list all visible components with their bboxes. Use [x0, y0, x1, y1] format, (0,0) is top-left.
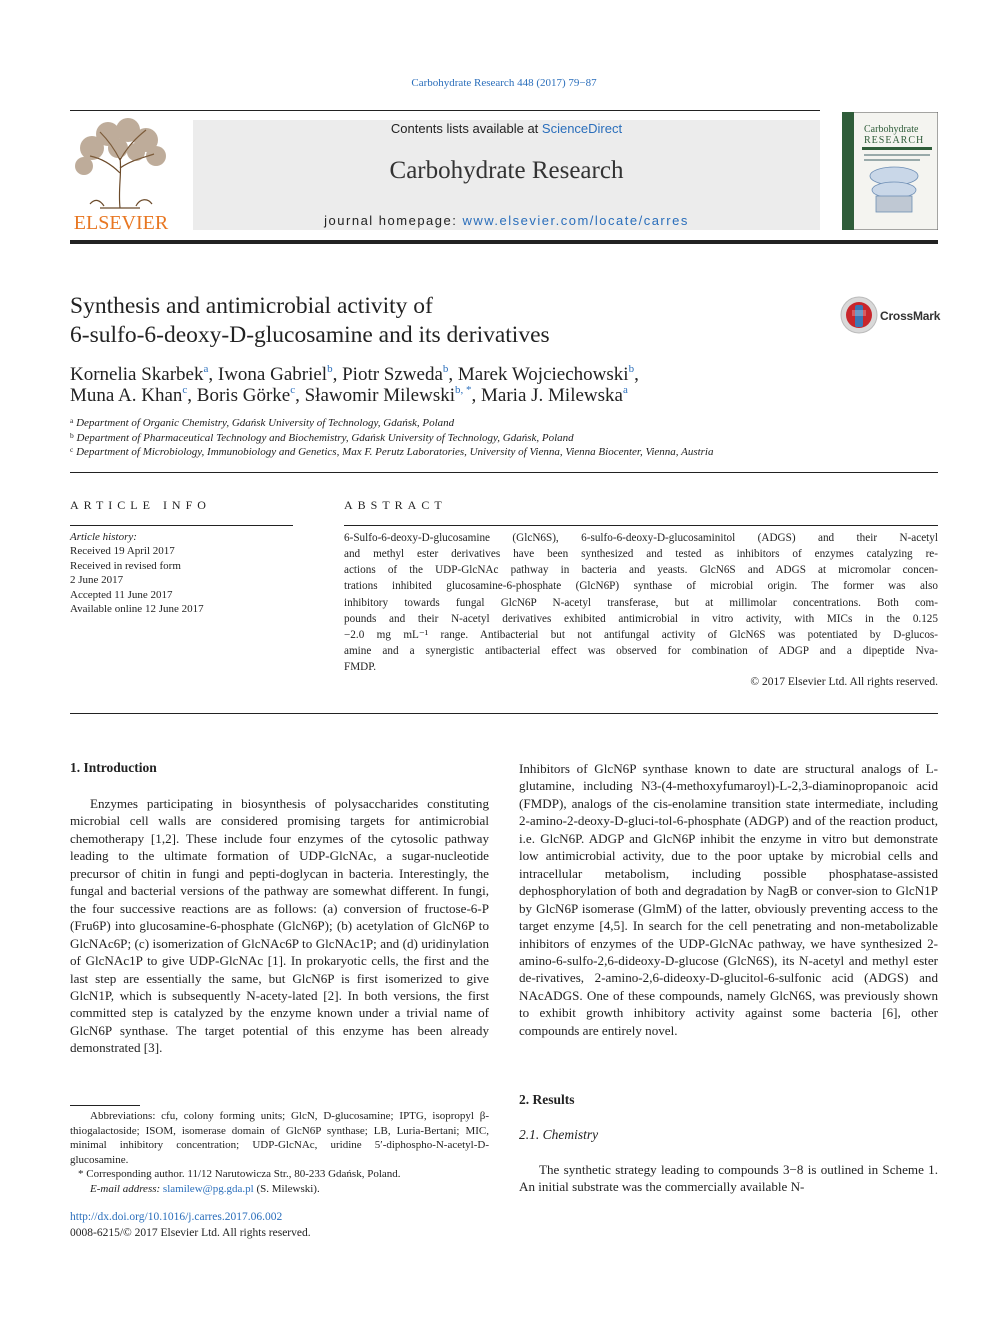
chemistry-heading: 2.1. Chemistry	[519, 1127, 599, 1142]
journal-citation[interactable]: Carbohydrate Research 448 (2017) 79−87	[411, 77, 597, 89]
journal-title: Carbohydrate Research	[389, 157, 624, 184]
author-affiliation-marker[interactable]: b, *	[455, 384, 472, 396]
author-name: Marek Wojciechowski	[457, 364, 629, 385]
author-separator: ,	[187, 385, 197, 406]
history-line: 2 June 2017	[70, 574, 124, 587]
abstract-line: trations inhibited glucosamine-6-phosphate (GlcN6P) synthase of microbial origin. The former was also	[344, 580, 938, 593]
results-heading: 2. Results	[519, 1092, 575, 1107]
crossmark-label[interactable]: CrossMark	[880, 309, 941, 323]
affiliation-text: Department of Organic Chemistry, Gdańsk University of Technology, Gdańsk, Poland	[76, 417, 455, 429]
author-separator: ,	[332, 364, 343, 385]
author-list	[70, 364, 930, 406]
introduction-paragraph: Enzymes participating in biosynthesis of polysaccharides constituting microbial cell walls are considered promising targets for antimicrobial chemotherapy [1,2]. These include four enzymes of the cytosolic pathway leading to the ultimate formation of UDP-GlcNAc, a sugar-nucleotide precursor of chitin in fungi and pepti-doglycan in bacteria. Interestingly, the fungal and bacterial versions of the pathway are somewhat different. In fungi, the four successive reactions are as follows: (a) conversion of fructose-6-P (Fru6P) into glucosamine-6-phosphate (GlcN6P); (b) acetylation of GlcN6P to GlcNAc6P; (c) isomerization of GlcNAc6P to GlcNAc1P; and (d) uridinylation of GlcNAc1P to give UDP-GlcNAc [1]. In prokaryotic cells, the first and the last step are essentially the same, but GlcN6P is first isomerized to give GlcN1P, which is subsequently N-acety-lated [2]. In both versions, the first committed step is catalyzed by the enzyme known under a trivial name of GlcN6P synthase. The target potential of this enzyme has been already demonstrated [3].	[70, 796, 489, 1056]
history-line: Received 19 April 2017	[70, 545, 175, 558]
inhibitors-paragraph: Inhibitors of GlcN6P synthase known to date are structural analogs of L-glutamine, including N3-(4-methoxyfumaroyl)-L-2,3-diaminopropanoic acid (FMDP), analogs of the cis-enolamine transition state intermediate, including 2-amino-2-deoxy-D-gluci-tol-6-phosphate (ADGP) and of the reaction product, i.e. GlcN6P. ADGP and GlcN6P inhibit the enzyme in vitro but demonstrate low antimicrobial activity, due to the poor uptake by microbial cells and intracellular metabolism, including possible phosphatase-assisted dephosphorylation of both and degradation by NagB or conver-sion to GlcN1P by GlcN6P isomerase (GlmM) of the latter, obviously preventing access to the target enzyme [4,5]. In search for the cell penetrating and non-metabolizable inhibitors of enzymes of the UDP-GlcNAc pathway, we have synthesized 2-amino-6-sulfo-2,6-dideoxy-D-glucose (GlcN6S), its N-acetyl and methyl ester de-rivatives, 2-amino-2,6-dideoxy-D-glucitol-6-sulfonic acid (ADGS) and NAcADGS. One of these compounds, namely GlcN6S, was previously shown to exhibit growth inhibitory activity against some bacteria [6], other compounds are entirely novel.	[519, 761, 938, 1038]
cover-title-1: Carbohydrate	[864, 124, 919, 135]
abstract-line: −2.0 mg mL⁻¹ range. Antibacterial but not antifungal activity of GlcN6S was potentiated by D-glucos-	[344, 628, 938, 641]
author-separator: ,	[471, 385, 482, 406]
author-affiliation-marker[interactable]: c	[182, 384, 188, 396]
article-history	[70, 530, 300, 616]
author-separator: ,	[634, 364, 639, 385]
abstract-line: FMDP.	[344, 661, 377, 674]
abstract-line: 6-Sulfo-6-deoxy-D-glucosamine (GlcN6S), 6-sulfo-6-deoxy-D-glucosaminitol (ADGS) and their N-acetyl	[344, 532, 938, 544]
history-line: Accepted 11 June 2017	[70, 588, 173, 601]
history-line: Available online 12 June 2017	[70, 603, 204, 616]
affiliation-marker: c	[70, 445, 74, 454]
abstract-rule	[344, 525, 938, 526]
header-thick-rule	[70, 240, 938, 244]
affiliation-rule	[70, 472, 938, 473]
author-affiliation-marker[interactable]: c	[290, 384, 296, 396]
abbreviations-footnote: Abbreviations: cfu, colony forming units; GlcN, D-glucosamine; IPTG, isopropyl β-thiogalactoside; ISOM, isomerase domain of GlcN6P synthase; LB, Luria-Bertani; MIC, minimal inhibitory concentration; UDP-GlcNAc, uridine 5′-diphospho-N-acetyl-D-glucosamine.	[70, 1110, 489, 1166]
introduction-heading: 1. Introduction	[70, 760, 157, 775]
issn-line: 0008-6215/© 2017 Elsevier Ltd. All rights reserved.	[70, 1227, 311, 1239]
journal-homepage	[193, 213, 820, 228]
author-separator: ,	[295, 385, 305, 406]
footnotes	[70, 1109, 489, 1196]
author-affiliation-marker[interactable]: b	[628, 363, 635, 375]
abstract-copyright: © 2017 Elsevier Ltd. All rights reserved.	[750, 676, 938, 688]
sciencedirect-link[interactable]: ScienceDirect	[541, 121, 623, 136]
homepage-link[interactable]: www.elsevier.com/locate/carres	[462, 213, 689, 228]
author-name: Kornelia Skarbek	[70, 364, 204, 385]
article-title-line-1: Synthesis and antimicrobial activity of	[70, 293, 433, 319]
journal-cover-thumbnail	[842, 112, 938, 230]
email-label: E-mail address:	[90, 1182, 163, 1195]
abstract-line: pounds and their N-acetyl derivatives exhibited antimicrobial in vitro activity, with MICs in the 0.125	[344, 612, 938, 625]
author-name: Maria J. Milewska	[481, 385, 623, 406]
author-affiliation-marker[interactable]: a	[622, 384, 628, 396]
header-rule	[70, 110, 820, 111]
email-suffix: (S. Milewski).	[253, 1182, 320, 1195]
homepage-prefix: journal homepage:	[324, 213, 463, 228]
affiliation-line	[70, 416, 930, 431]
author-affiliation-marker[interactable]: a	[203, 363, 209, 375]
author-name: Iwona Gabriel	[217, 364, 328, 385]
abstract-line: amine and a synergistic antibacterial effect was observed for combination of ADGP and a dipeptide Nva-	[344, 645, 938, 658]
email-link[interactable]: slamilew@pg.gda.pl	[162, 1182, 254, 1195]
elsevier-wordmark: ELSEVIER	[73, 212, 169, 232]
history-line: Received in revised form	[70, 559, 181, 572]
affiliation-text: Department of Microbiology, Immunobiology and Genetics, Max F. Perutz Laboratories, University of Vienna, Vienna Biocenter, Vienna, Austria	[76, 446, 714, 458]
contents-line	[193, 121, 820, 136]
affiliation-marker: a	[70, 416, 74, 425]
article-info-rule	[70, 525, 293, 526]
history-label: Article history:	[70, 531, 137, 543]
contents-prefix: Contents lists available at	[390, 121, 542, 136]
author-name: Piotr Szweda	[342, 364, 443, 385]
article-info-heading: ARTICLE INFO	[70, 498, 211, 512]
doi-link[interactable]: http://dx.doi.org/10.1016/j.carres.2017.06.002	[70, 1211, 283, 1223]
abstract-line: inhibitory towards fungal GlcN6P N-acetyl transferase, but at millimolar concentrations. Both com-	[344, 596, 938, 609]
crossmark-icon	[840, 296, 880, 336]
abstract-line: actions of the UDP-GlcNAc pathway in bacteria and yeasts. GlcN6S and ADGS at micromolar concen-	[344, 564, 938, 577]
author-name: Muna A. Khan	[70, 385, 183, 406]
author-affiliation-marker[interactable]: b	[327, 363, 333, 375]
email-footnote	[70, 1182, 489, 1197]
affiliation-text: Department of Pharmaceutical Technology and Biochemistry, Gdańsk University of Technology, Gdańsk, Poland	[76, 431, 574, 444]
author-name: Sławomir Milewski	[304, 385, 456, 406]
abstract-text	[344, 530, 938, 675]
author-affiliation-marker[interactable]: b	[442, 363, 449, 375]
affiliation-line	[70, 445, 930, 460]
chemistry-paragraph: The synthetic strategy leading to compounds 3−8 is outlined in Scheme 1. An initial substrate was the commercially available N-	[519, 1162, 938, 1195]
abstract-heading: ABSTRACT	[344, 498, 447, 512]
author-name: Boris Görke	[196, 385, 291, 406]
author-separator: ,	[208, 364, 218, 385]
affiliations	[70, 416, 930, 460]
article-title-line-2: 6-sulfo-6-deoxy-D-glucosamine and its derivatives	[70, 322, 550, 348]
elsevier-logo	[70, 118, 172, 232]
footnote-rule	[70, 1105, 140, 1106]
abstract-line: and methyl ester derivatives have been synthesized and tested as inhibitors of enzymes catalyzing re-	[344, 548, 938, 561]
abstract-end-rule	[70, 713, 938, 714]
article-title	[70, 292, 810, 350]
affiliation-marker: b	[70, 430, 74, 440]
cover-title-2: RESEARCH	[864, 135, 925, 146]
affiliation-line	[70, 431, 930, 446]
corresponding-author-footnote: * Corresponding author. 11/12 Narutowicza Str., 80-233 Gdańsk, Poland.	[78, 1168, 401, 1180]
author-separator: ,	[448, 364, 458, 385]
